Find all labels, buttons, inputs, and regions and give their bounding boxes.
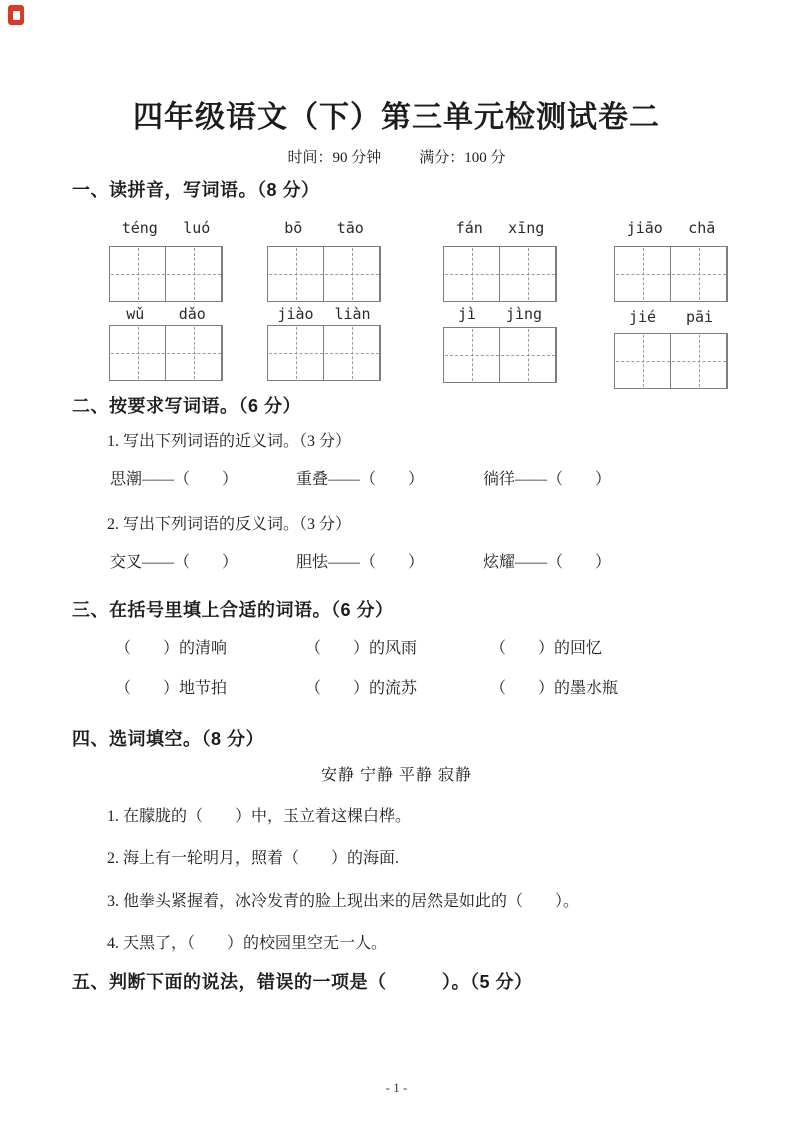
pinyin-syllable: luó — [183, 219, 211, 237]
writing-box — [267, 246, 381, 302]
writing-box — [443, 327, 557, 383]
pinyin-syllable: pāi — [685, 308, 714, 326]
time-label: 时间：90 分钟 — [287, 150, 382, 166]
corner-stamp-inner — [13, 11, 20, 20]
pinyin-label — [109, 305, 223, 323]
paper-title: 四年级语文（下）第三单元检测试卷二 — [133, 101, 660, 134]
synonym-blank: 思潮——（ ） — [110, 471, 239, 488]
fill-item: 4. 天黑了，（ ）的校园里空无一人。 — [107, 935, 388, 952]
writing-box — [267, 325, 381, 381]
paper-subtitle — [0, 146, 793, 167]
section-3-heading: 三、在括号里填上合适的词语。（6 分） — [72, 600, 394, 620]
pinyin-label — [614, 219, 728, 237]
writing-box — [109, 325, 223, 381]
dashed-midline — [269, 274, 379, 275]
pinyin-syllable: jìng — [505, 305, 543, 323]
pinyin-label — [109, 219, 223, 237]
dashed-midline — [616, 361, 726, 362]
pinyin-syllable: liàn — [334, 305, 371, 323]
pinyin-syllable: bō — [284, 219, 303, 237]
section-2-sub1: 1. 写出下列词语的近义词。（3 分） — [107, 433, 352, 450]
phrase-blank: （ ）的清响 — [115, 640, 228, 657]
pinyin-label — [443, 305, 557, 323]
writing-box — [614, 246, 728, 302]
synonym-blank: 重叠——（ ） — [296, 471, 425, 488]
section-2-heading: 二、按要求写词语。（6 分） — [72, 396, 302, 416]
pinyin-syllable: jiào — [277, 305, 314, 323]
antonym-blank: 胆怯——（ ） — [296, 554, 425, 571]
phrase-blank: （ ）的流苏 — [305, 680, 418, 697]
synonym-blank: 徜徉——（ ） — [483, 471, 612, 488]
pinyin-syllable: jiāo — [626, 219, 663, 237]
pinyin-syllable: fán — [455, 219, 483, 237]
pinyin-label — [267, 219, 381, 237]
score-label: 满分：100 分 — [419, 150, 506, 166]
pinyin-syllable: dǎo — [178, 305, 206, 323]
writing-box — [109, 246, 223, 302]
antonym-blank: 交叉——（ ） — [110, 554, 239, 571]
pinyin-syllable: xīng — [508, 219, 545, 237]
pinyin-syllable: chā — [688, 219, 716, 237]
writing-box — [614, 333, 728, 389]
section-5-heading: 五、判断下面的说法，错误的一项是（ ）。（5 分） — [72, 972, 533, 992]
pinyin-label — [267, 305, 381, 323]
fill-item: 3. 他拳头紧握着，冰冷发青的脸上现出来的居然是如此的（ ）。 — [107, 893, 580, 910]
dashed-midline — [269, 353, 379, 354]
section-2-sub2: 2. 写出下列词语的反义词。（3 分） — [107, 516, 352, 533]
antonym-blank: 炫耀——（ ） — [483, 554, 612, 571]
dashed-midline — [111, 353, 221, 354]
fill-item: 2. 海上有一轮明月，照着（ ）的海面. — [107, 850, 400, 867]
pinyin-label — [614, 308, 728, 326]
pinyin-label — [443, 219, 557, 237]
phrase-blank: （ ）的墨水瓶 — [490, 680, 619, 697]
dashed-midline — [445, 355, 555, 356]
pinyin-syllable: jié — [628, 308, 657, 326]
dashed-midline — [111, 274, 221, 275]
fill-item: 1. 在朦胧的（ ）中，玉立着这棵白桦。 — [107, 808, 412, 825]
section-1-heading: 一、读拼音，写词语。（8 分） — [72, 180, 320, 200]
writing-box — [443, 246, 557, 302]
dashed-midline — [445, 274, 555, 275]
phrase-blank: （ ）的回忆 — [490, 640, 603, 657]
pinyin-syllable: tāo — [336, 219, 364, 237]
pinyin-syllable: jì — [457, 305, 477, 323]
pinyin-syllable: wǔ — [126, 305, 145, 323]
phrase-blank: （ ）地节拍 — [115, 680, 228, 697]
phrase-blank: （ ）的风雨 — [305, 640, 418, 657]
corner-stamp-icon — [8, 5, 24, 25]
section-4-heading: 四、选词填空。（8 分） — [72, 729, 265, 749]
pinyin-syllable: téng — [121, 219, 158, 237]
word-bank: 安静 宁静 平静 寂静 — [320, 767, 472, 784]
dashed-midline — [616, 274, 726, 275]
page-number: - 1 - — [385, 1080, 408, 1095]
